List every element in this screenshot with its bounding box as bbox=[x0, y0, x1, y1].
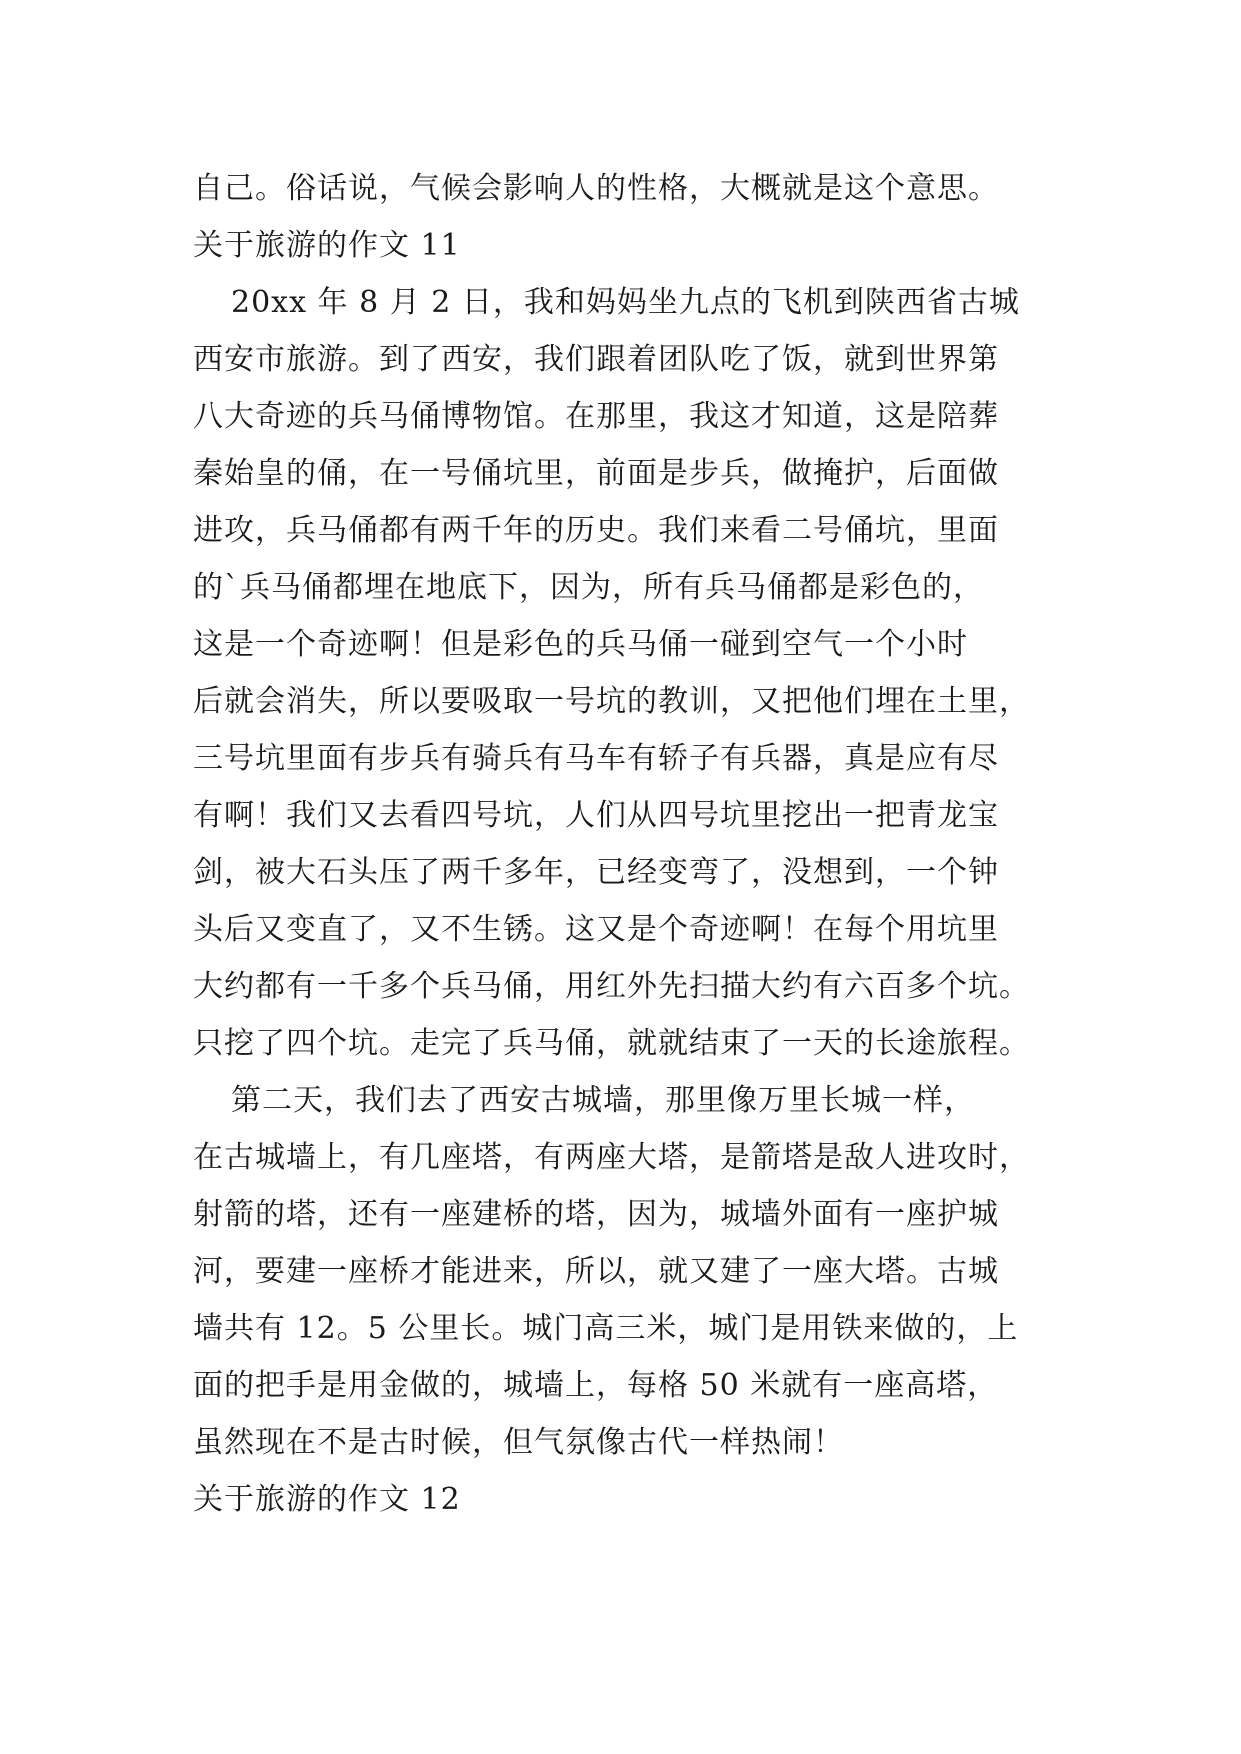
paragraph-line: 自己。俗话说，气候会影响人的性格，大概就是这个意思。 bbox=[193, 171, 999, 206]
paragraph-line: 西安市旅游。到了西安，我们跟着团队吃了饭，就到世界第 bbox=[193, 342, 999, 377]
paragraph-line: 头后又变直了，又不生锈。这又是个奇迹啊！在每个用坑里 bbox=[193, 912, 999, 947]
paragraph-line: 的`兵马俑都埋在地底下，因为，所有兵马俑都是彩色的， bbox=[193, 570, 984, 605]
paragraph-line: 大约都有一千多个兵马俑，用红外先扫描大约有六百多个坑。 bbox=[193, 969, 1030, 1004]
paragraph-line: 虽然现在不是古时候，但气氛像古代一样热闹！ bbox=[193, 1425, 844, 1460]
paragraph-line: 三号坑里面有步兵有骑兵有马车有轿子有兵器，真是应有尽 bbox=[193, 741, 999, 776]
essay-heading: 关于旅游的作文 11 bbox=[193, 228, 461, 263]
paragraph-line: 墙共有 12。5 公里长。城门高三米，城门是用铁来做的，上 bbox=[193, 1311, 1019, 1346]
paragraph-line: 秦始皇的俑，在一号俑坑里，前面是步兵，做掩护，后面做 bbox=[193, 456, 999, 491]
paragraph-line: 八大奇迹的兵马俑博物馆。在那里，我这才知道，这是陪葬 bbox=[193, 399, 999, 434]
paragraph-line: 后就会消失，所以要吸取一号坑的教训，又把他们埋在土里， bbox=[193, 684, 1030, 719]
paragraph-line: 河，要建一座桥才能进来，所以，就又建了一座大塔。古城 bbox=[193, 1254, 999, 1289]
paragraph-line: 只挖了四个坑。走完了兵马俑，就就结束了一天的长途旅程。 bbox=[193, 1026, 1030, 1061]
paragraph-line: 有啊！我们又去看四号坑，人们从四号坑里挖出一把青龙宝 bbox=[193, 798, 999, 833]
paragraph-line: 面的把手是用金做的，城墙上，每格 50 米就有一座高塔， bbox=[193, 1368, 999, 1403]
paragraph-line: 进攻，兵马俑都有两千年的历史。我们来看二号俑坑，里面 bbox=[193, 513, 999, 548]
paragraph-line: 第二天，我们去了西安古城墙，那里像万里长城一样， bbox=[231, 1083, 975, 1118]
paragraph-line: 射箭的塔，还有一座建桥的塔，因为，城墙外面有一座护城 bbox=[193, 1197, 999, 1232]
paragraph-line: 这是一个奇迹啊！但是彩色的兵马俑一碰到空气一个小时 bbox=[193, 627, 968, 662]
essay-heading: 关于旅游的作文 12 bbox=[193, 1482, 461, 1517]
paragraph-line: 20xx 年 8 月 2 日，我和妈妈坐九点的飞机到陕西省古城 bbox=[231, 285, 1020, 320]
paragraph-line: 在古城墙上，有几座塔，有两座大塔，是箭塔是敌人进攻时， bbox=[193, 1140, 1030, 1175]
paragraph-line: 剑，被大石头压了两千多年，已经变弯了，没想到，一个钟 bbox=[193, 855, 999, 890]
essay-text bbox=[193, 160, 1073, 1528]
